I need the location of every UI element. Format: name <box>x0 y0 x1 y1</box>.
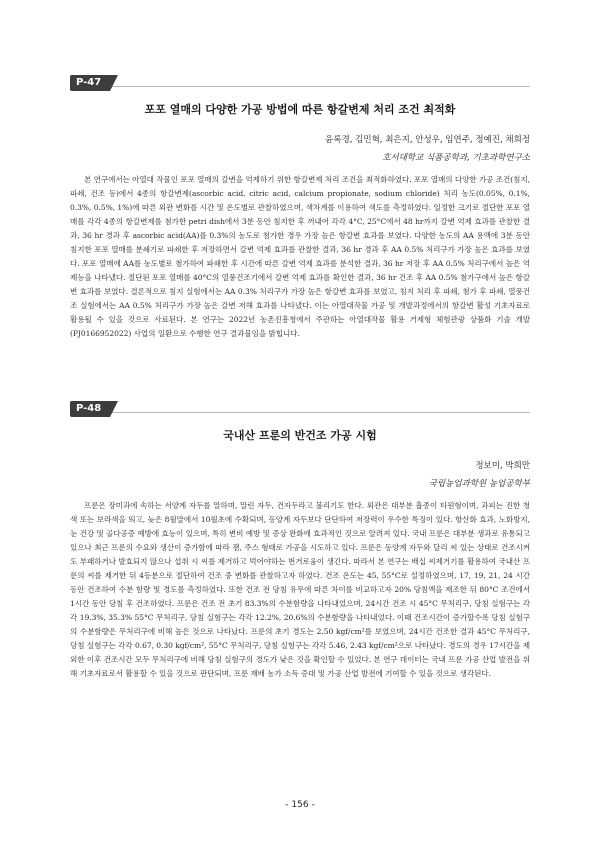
abstract-body: 본 연구에서는 아열대 작물인 포포 열매의 갈변을 억제하기 위한 항갈변제 처리 조건을 최적화하였다. 포포 열매의 다양한 가공 조건(침지, 파쇄, 건조 등)에서 4종의 항갈변제(ascorbic acid, citric acid, calcium propionate, sodium chloride) 처리 농도(0.05%, 0.1%, 0.3%, 0.5%, 1%)에 따른 외관 변화를 시간 및 온도별로 관찰하였으며, 색차계를 이용하여 색도를 측정하였다. 일정한 크기로 절단한 포포 열매를 각각 4종의 항갈변제를 첨가한 petri dish에서 3분 동안 침지한 후 꺼내어 각각 4°C, 25°C에서 48 hr까지 갈변 억제 효과를 관찰한 결과, 36 hr 경과 후 ascorbic acid(AA)를 0.3%의 농도로 첨가한 경우 가장 높은 항갈변 효과를 보였다. 다양한 농도의 AA 용액에 3분 동안 침지한 포포 열매를 분쇄기로 파쇄한 후 저장하면서 갈변 억제 효과를 관찰한 결과, 36 hr 경과 후 AA 0.5% 처리구가 가장 높은 효과를 보였다. 포포 열매에 AA를 농도별로 첨가하여 파쇄한 후 시간에 따른 갈변 억제 효과를 분석한 결과, 36 hr 저장 후 AA 0.5% 처리구에서 높은 억제능을 나타냈다. 절단된 포포 열매를 40°C의 열풍건조기에서 갈변 억제 효과를 확인한 결과, 36 hr 건조 후 AA 0.5% 첨가구에서 높은 항갈변 효과를 보였다. 결론적으로 침지 실험에서는 AA 0.3% 처리구가 가장 높은 항갈변 효과를 보였고, 침지 처리 후 파쇄, 첨가 후 파쇄, 열풍건조 실험에서는 AA 0.5% 처리구가 가장 높은 갈변 저해 효과를 나타냈다. 이는 아열대작물 가공 및 개발과정에서의 항갈변 활성 기초자료로 활용될 수 있을 것으로 사료된다. 본 연구는 2022년 농촌진흥청에서 주관하는 아열대작물 활용 거제형 체험관광 상품화 기술 개발(PJ0166952022) 사업의 일환으로 수행한 연구 결과물임을 밝힙니다. <box>70 175 530 338</box>
abstract-p47 <box>70 70 530 341</box>
abstract-affiliation: 호서대학교 식품공학과, 기초과학연구소 <box>382 153 530 163</box>
abstract-authors: 윤록경, 김민혁, 최은지, 안성우, 임연주, 정예진, 채희정 <box>325 135 530 145</box>
abstract-title: 포포 열매의 다양한 가공 방법에 따른 항갈변제 처리 조건 최적화 <box>144 103 456 116</box>
abstract-p48 <box>70 396 530 681</box>
section-header <box>70 70 530 87</box>
abstract-title: 국내산 프룬의 반건조 가공 시험 <box>223 429 377 442</box>
abstract-number-badge: P-47 <box>70 75 110 91</box>
abstract-authors: 정보미, 박희만 <box>475 461 530 471</box>
abstract-affiliation: 국립농업과학원 농업공학부 <box>428 479 530 489</box>
page-number: - 156 - <box>285 800 315 810</box>
abstract-number-badge: P-48 <box>70 401 110 417</box>
abstract-body: 프룬은 장미과에 속하는 서양계 자두를 말하며, 말린 자두, 건자두라고 불리기도 한다. 외관은 대부분 흡종이 타원형이며, 과피는 진한 청색 또는 보라색을 띄고, 늦은 8월말에서 10월초에 수확되며, 동양계 자두보다 단단하여 저장력이 우수한 특징이 있다. 항산화 효과, 노화방지, 눈 건강 및 골다공증 예방에 효능이 있으며, 특히 변비 예방 및 증상 완화에 효과적인 것으로 알려져 있다. 국내 프룬은 대부분 생과로 유통되고 있으나 최근 프룬의 수요와 생산이 증가함에 따라 잼, 주스 형태로 가공을 시도하고 있다. 프룬은 동양계 자두와 달리 씨 있는 상태로 건조시켜도 부패하거나 발효되지 않으나 섭취 시 씨를 제거하고 먹어야하는 번거로움이 생긴다. 따라서 본 연구는 배십 씨제거기를 활용하여 국내산 프룬의 씨를 제거한 뒤 4등분으로 절단하여 건조 중 변화를 관찰하고자 하였다. 건조 온도는 45, 55°C로 설정하였으며, 17, 19, 21, 24 시간 동안 건조하여 수분 함량 및 경도를 측정하였다. 또한 건조 전 당침 유무에 따른 차이를 비교하고자 20% 당침액을 제조한 뒤 80°C 조건에서 1시간 동안 당침 후 건조하였다. 프룬은 건조 전 초기 83.3%의 수분함량을 나타내었으며, 24시간 건조 시 45°C 무처리구, 당침 실험구는 각각 19.3%, 35.3% 55°C 무처리구, 당침 실험구는 각각 12.2%, 20.6%의 수분함량을 나타내었다. 이때 건조시간이 증가할수록 당침 실험구의 수분함량은 무처리구에 비해 높은 것으로 나타났다. 프룬의 초기 경도는 2.50 kgf/cm²를 보였으며, 24시간 건조한 결과 45°C 무처리구, 당침 실험구는 각각 0.67, 0.30 kgf/cm², 55°C 무처리구, 당침 실험구는 각각 5.46, 2.43 kgf/cm²으로 나타났다. 경도의 경우 17시간을 제외한 이후 건조시간 모두 무처리구에 비해 당침 실험구의 경도가 낮은 것을 확인할 수 있었다. 본 연구 데이터는 국내 프룬 가공 산업 발전을 위해 기초자료로서 활용할 수 있을 것으로 판단되며, 프룬 재배 농가 소득 증대 및 가공 산업 발전에 기여할 수 있을 것으로 생각된다. <box>70 501 530 678</box>
section-header <box>70 396 530 413</box>
